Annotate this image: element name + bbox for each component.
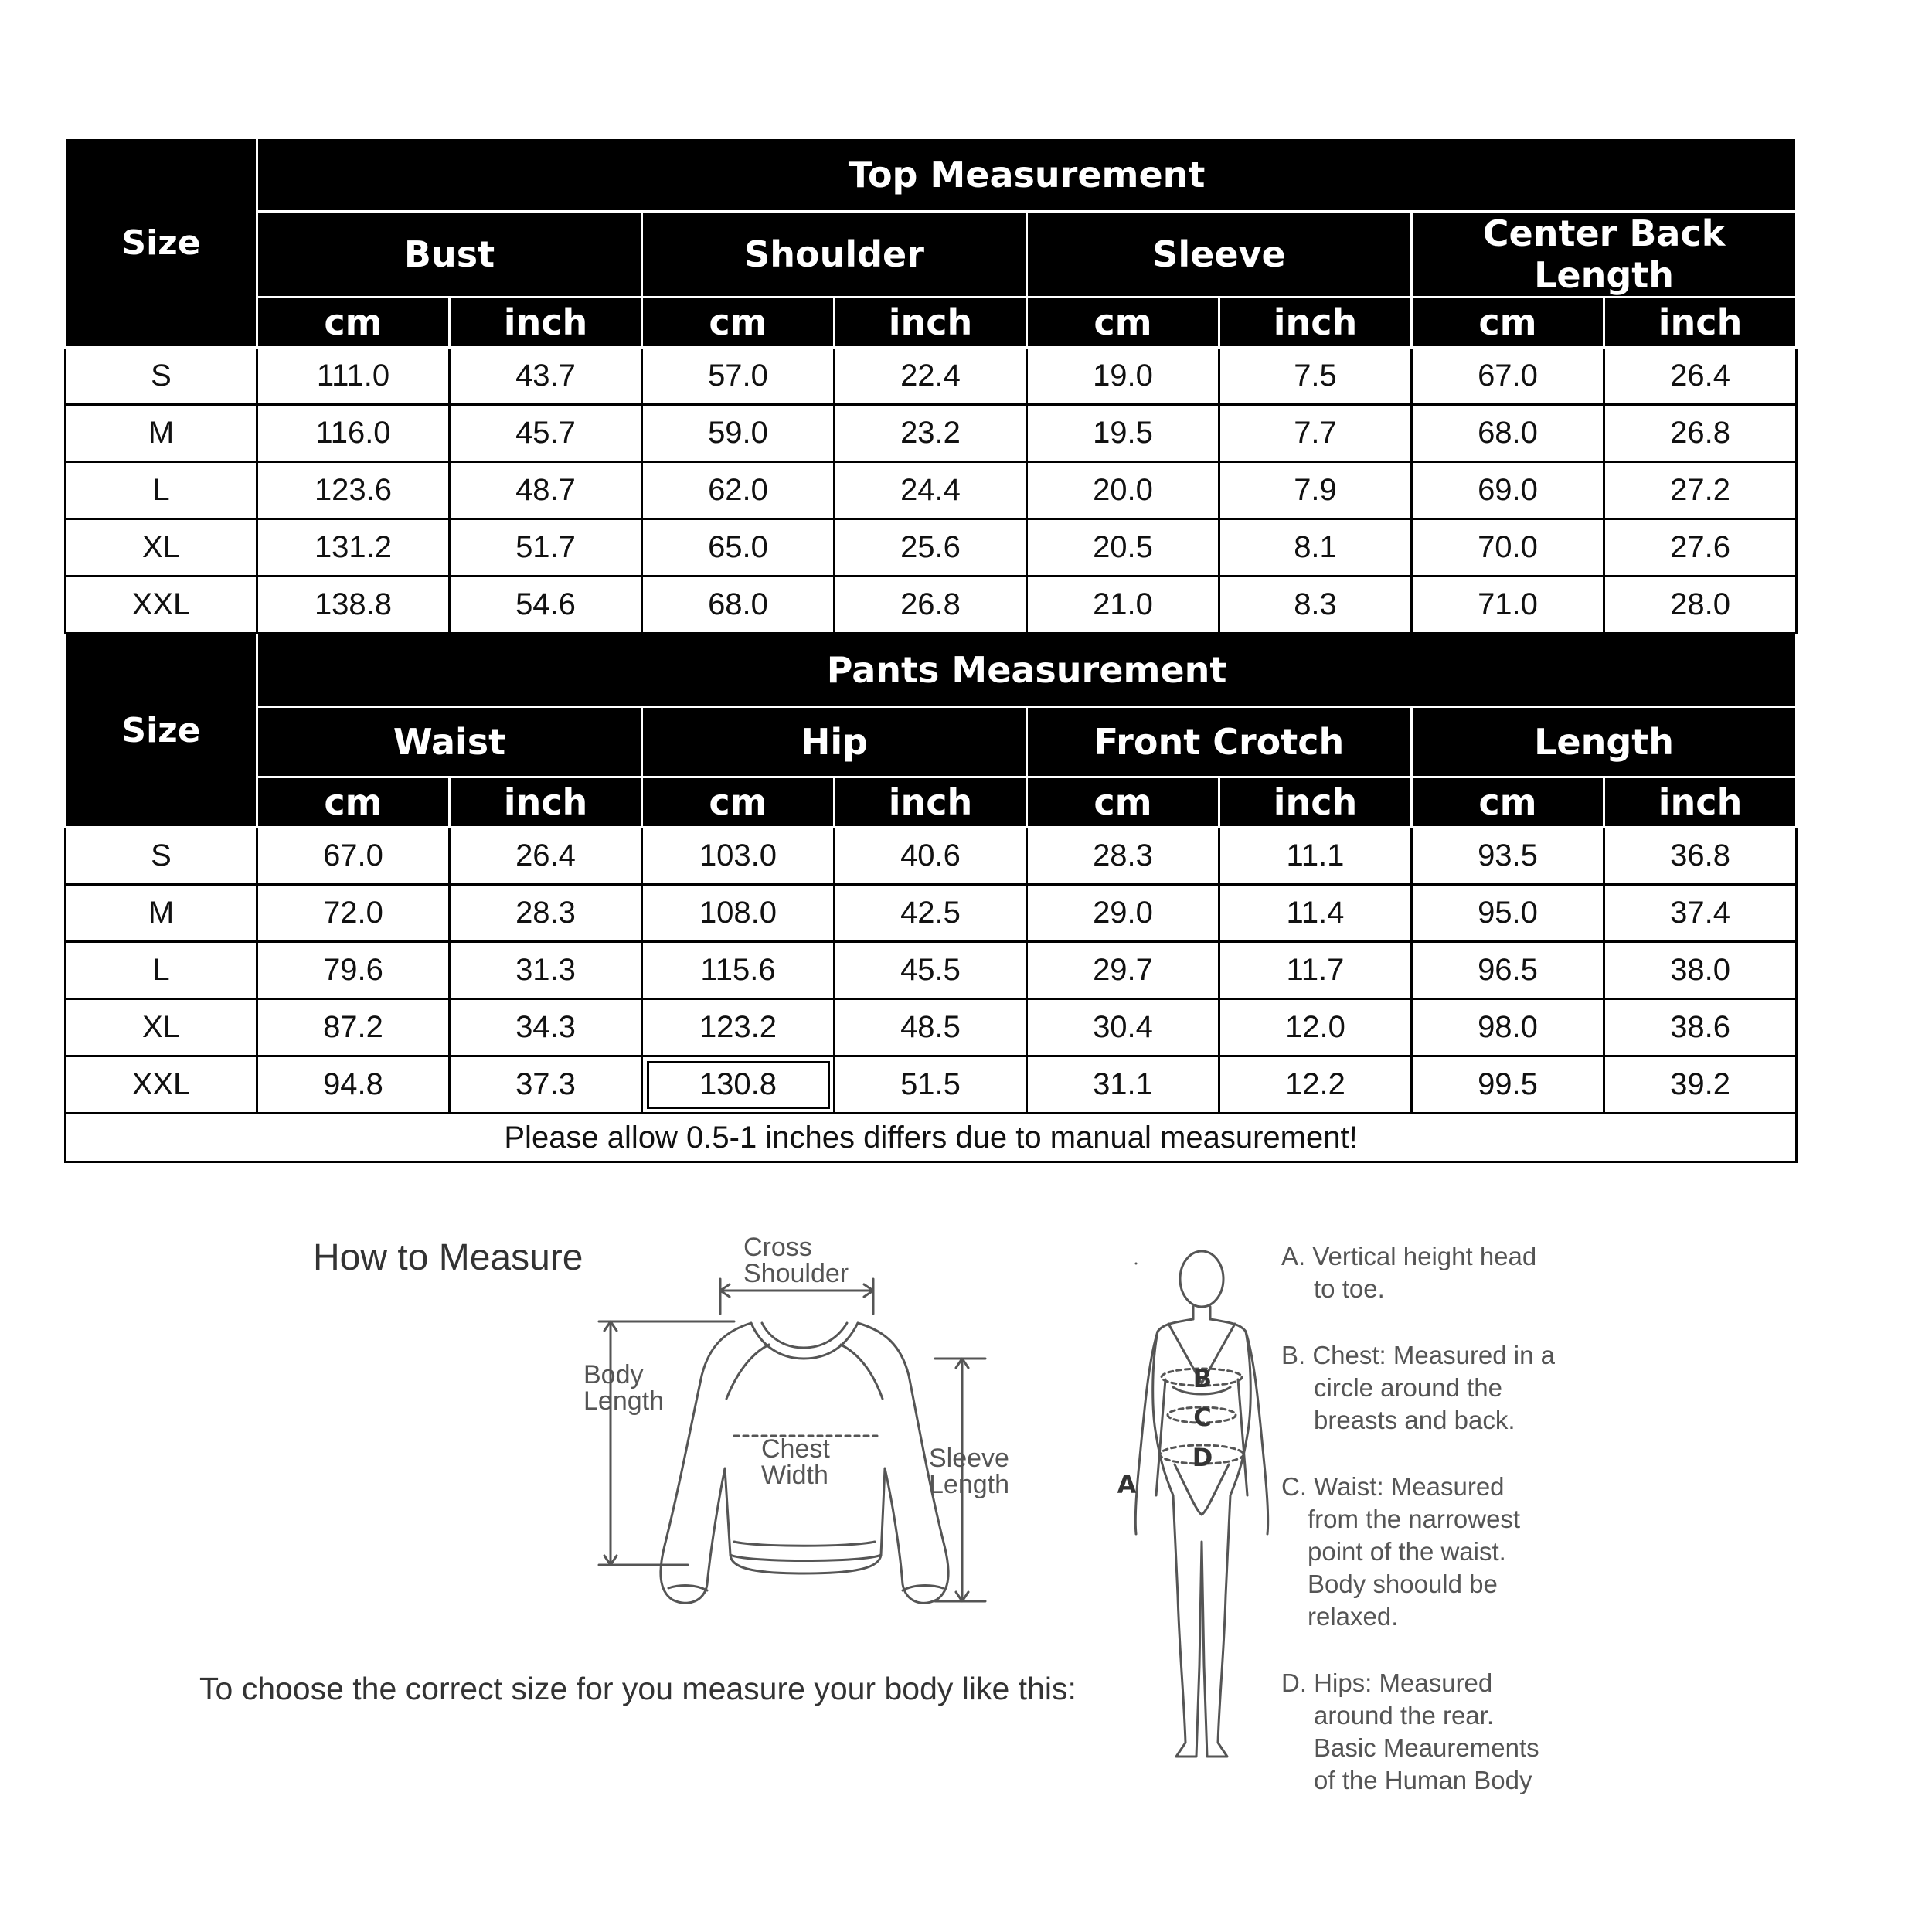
measurement-note: Please allow 0.5-1 inches differs due to manual measurement! <box>66 1114 1797 1162</box>
top-value-cell: 70.0 <box>1412 519 1604 577</box>
pants-value-cell: 12.0 <box>1219 999 1412 1056</box>
pants-group-header: Length <box>1412 707 1797 777</box>
legend-a <box>1281 1240 1536 1305</box>
top-value-cell: 67.0 <box>1412 348 1604 405</box>
legend-b <box>1281 1339 1555 1437</box>
pants-value-cell: 87.2 <box>257 999 450 1056</box>
top-value-cell: 19.0 <box>1027 348 1219 405</box>
legend-b-line2: circle around the <box>1314 1373 1502 1402</box>
pants-value-cell: 11.1 <box>1219 828 1412 885</box>
size-chart <box>64 137 1795 1163</box>
top-value-cell: 62.0 <box>642 462 835 519</box>
top-value-cell: 131.2 <box>257 519 450 577</box>
legend-d-line3: Basic Meaurements <box>1314 1733 1539 1762</box>
top-value-cell: 48.7 <box>450 462 642 519</box>
pants-size-cell: M <box>66 885 257 942</box>
legend-d <box>1281 1667 1539 1797</box>
pants-value-cell: 99.5 <box>1412 1056 1604 1114</box>
legend-b-line3: breasts and back. <box>1314 1406 1515 1434</box>
top-value-cell: 19.5 <box>1027 405 1219 462</box>
pants-value-cell: 12.2 <box>1219 1056 1412 1114</box>
pants-value-cell: 28.3 <box>1027 828 1219 885</box>
top-value-cell: 123.6 <box>257 462 450 519</box>
top-value-cell: 23.2 <box>835 405 1027 462</box>
legend-a-line1: A. Vertical height head <box>1281 1242 1537 1270</box>
top-size-cell: XXL <box>66 577 257 634</box>
top-value-cell: 7.7 <box>1219 405 1412 462</box>
pants-value-cell: 29.0 <box>1027 885 1219 942</box>
pants-size-cell: S <box>66 828 257 885</box>
pants-size-cell: XXL <box>66 1056 257 1114</box>
legend-b-line1: B. Chest: Measured in a <box>1281 1341 1556 1369</box>
pants-group-header: Front Crotch <box>1027 707 1412 777</box>
pants-unit-header: cm <box>257 777 450 828</box>
pants-value-cell: 30.4 <box>1027 999 1219 1056</box>
top-value-cell: 7.5 <box>1219 348 1412 405</box>
legend-c-line3: point of the waist. <box>1308 1537 1506 1566</box>
pants-row <box>66 1056 1797 1114</box>
pants-title-row <box>66 634 1797 707</box>
body-length-label-line1: Body <box>583 1360 644 1389</box>
top-value-cell: 69.0 <box>1412 462 1604 519</box>
legend-d-line2: around the rear. <box>1314 1701 1494 1730</box>
pants-row <box>66 885 1797 942</box>
top-row <box>66 519 1797 577</box>
cross-shoulder-label-line1: Cross <box>743 1233 812 1262</box>
pants-value-cell: 51.5 <box>835 1056 1027 1114</box>
top-value-cell: 8.3 <box>1219 577 1412 634</box>
pants-value-cell: 34.3 <box>450 999 642 1056</box>
marker-b: B <box>1192 1364 1213 1393</box>
how-to-measure-title: How to Measure <box>313 1237 583 1278</box>
chest-width-label <box>761 1436 830 1488</box>
top-unit-header: cm <box>257 298 450 348</box>
pants-unit-header: inch <box>1604 777 1797 828</box>
pants-unit-header: inch <box>1219 777 1412 828</box>
pants-value-cell: 28.3 <box>450 885 642 942</box>
top-size-header: Size <box>66 138 257 348</box>
pants-group-row <box>66 707 1797 777</box>
top-unit-header: cm <box>1027 298 1219 348</box>
pants-group-header: Hip <box>642 707 1027 777</box>
pants-value-cell: 39.2 <box>1604 1056 1797 1114</box>
pants-value-cell: 48.5 <box>835 999 1027 1056</box>
top-value-cell: 22.4 <box>835 348 1027 405</box>
marker-d: D <box>1192 1443 1213 1472</box>
pants-value-cell: 67.0 <box>257 828 450 885</box>
pants-value-cell: 11.7 <box>1219 942 1412 999</box>
top-value-cell: 28.0 <box>1604 577 1797 634</box>
pants-value-cell: 37.4 <box>1604 885 1797 942</box>
pants-value-cell: 130.8 <box>642 1056 835 1114</box>
top-size-cell: S <box>66 348 257 405</box>
pants-value-cell: 96.5 <box>1412 942 1604 999</box>
legend-a-line2: to toe. <box>1314 1274 1385 1303</box>
pants-value-cell: 38.6 <box>1604 999 1797 1056</box>
top-value-cell: 25.6 <box>835 519 1027 577</box>
choose-size-instruction: To choose the correct size for you measure your body like this: <box>199 1671 1077 1706</box>
pants-size-header: Size <box>66 634 257 828</box>
pants-value-cell: 93.5 <box>1412 828 1604 885</box>
pants-value-cell: 72.0 <box>257 885 450 942</box>
legend-c-line5: relaxed. <box>1308 1602 1399 1631</box>
top-value-cell: 27.2 <box>1604 462 1797 519</box>
pants-unit-header: inch <box>835 777 1027 828</box>
pants-value-cell: 123.2 <box>642 999 835 1056</box>
top-group-header: Center Back Length <box>1412 212 1797 298</box>
legend-c-line1: C. Waist: Measured <box>1281 1472 1505 1501</box>
sleeve-length-label-line1: Sleeve <box>929 1444 1009 1473</box>
pants-value-cell: 31.1 <box>1027 1056 1219 1114</box>
body-figure-diagram <box>1113 1233 1298 1774</box>
pants-value-cell: 42.5 <box>835 885 1027 942</box>
top-group-header: Sleeve <box>1027 212 1412 298</box>
top-row <box>66 577 1797 634</box>
pants-value-cell: 103.0 <box>642 828 835 885</box>
top-value-cell: 26.4 <box>1604 348 1797 405</box>
top-unit-header: inch <box>450 298 642 348</box>
chest-width-label-line2: Width <box>761 1461 828 1490</box>
pants-row <box>66 828 1797 885</box>
sleeve-length-label <box>929 1445 1009 1498</box>
top-row <box>66 405 1797 462</box>
top-unit-header: cm <box>642 298 835 348</box>
pants-value-cell: 26.4 <box>450 828 642 885</box>
pants-unit-header: cm <box>642 777 835 828</box>
pants-value-cell: 31.3 <box>450 942 642 999</box>
pants-unit-row <box>66 777 1797 828</box>
top-unit-header: inch <box>1219 298 1412 348</box>
top-size-cell: L <box>66 462 257 519</box>
top-value-cell: 68.0 <box>1412 405 1604 462</box>
top-value-cell: 71.0 <box>1412 577 1604 634</box>
pants-value-cell: 98.0 <box>1412 999 1604 1056</box>
pants-value-cell: 40.6 <box>835 828 1027 885</box>
pants-value-cell: 108.0 <box>642 885 835 942</box>
chest-width-label-line1: Chest <box>761 1434 830 1464</box>
top-group-header: Shoulder <box>642 212 1027 298</box>
top-title-row <box>66 138 1797 212</box>
body-length-label <box>583 1362 664 1414</box>
top-group-header: Bust <box>257 212 642 298</box>
top-size-cell: XL <box>66 519 257 577</box>
pants-value-cell: 29.7 <box>1027 942 1219 999</box>
top-value-cell: 21.0 <box>1027 577 1219 634</box>
pants-row <box>66 999 1797 1056</box>
pants-value-cell: 94.8 <box>257 1056 450 1114</box>
top-value-cell: 45.7 <box>450 405 642 462</box>
pants-group-header: Waist <box>257 707 642 777</box>
top-row <box>66 348 1797 405</box>
pants-value-cell: 115.6 <box>642 942 835 999</box>
pants-size-cell: L <box>66 942 257 999</box>
top-value-cell: 57.0 <box>642 348 835 405</box>
pants-value-cell: 37.3 <box>450 1056 642 1114</box>
top-value-cell: 8.1 <box>1219 519 1412 577</box>
pants-value-cell: 36.8 <box>1604 828 1797 885</box>
pants-value-cell: 95.0 <box>1412 885 1604 942</box>
pants-value-cell: 11.4 <box>1219 885 1412 942</box>
pants-value-cell: 79.6 <box>257 942 450 999</box>
sleeve-length-label-line2: Length <box>929 1470 1009 1499</box>
pants-unit-header: cm <box>1027 777 1219 828</box>
top-unit-header: cm <box>1412 298 1604 348</box>
top-value-cell: 68.0 <box>642 577 835 634</box>
top-value-cell: 27.6 <box>1604 519 1797 577</box>
body-length-label-line2: Length <box>583 1386 664 1416</box>
top-unit-header: inch <box>835 298 1027 348</box>
top-value-cell: 111.0 <box>257 348 450 405</box>
top-value-cell: 20.0 <box>1027 462 1219 519</box>
top-title: Top Measurement <box>257 138 1797 212</box>
marker-c: C <box>1193 1403 1212 1432</box>
marker-a: A <box>1117 1470 1137 1499</box>
pants-value-cell: 38.0 <box>1604 942 1797 999</box>
pants-unit-header: cm <box>1412 777 1604 828</box>
top-row <box>66 462 1797 519</box>
top-value-cell: 54.6 <box>450 577 642 634</box>
pants-size-cell: XL <box>66 999 257 1056</box>
pants-row <box>66 942 1797 999</box>
top-value-cell: 26.8 <box>1604 405 1797 462</box>
top-unit-row <box>66 298 1797 348</box>
top-value-cell: 116.0 <box>257 405 450 462</box>
legend-d-line1: D. Hips: Measured <box>1281 1668 1493 1697</box>
top-size-cell: M <box>66 405 257 462</box>
top-value-cell: 65.0 <box>642 519 835 577</box>
legend-c <box>1281 1471 1520 1633</box>
top-value-cell: 59.0 <box>642 405 835 462</box>
legend-d-line4: of the Human Body <box>1314 1766 1532 1794</box>
legend-c-line4: Body shoould be <box>1308 1570 1498 1598</box>
top-unit-header: inch <box>1604 298 1797 348</box>
size-table <box>64 137 1798 1163</box>
cross-shoulder-label <box>743 1234 849 1287</box>
cross-shoulder-label-line2: Shoulder <box>743 1259 849 1288</box>
top-value-cell: 51.7 <box>450 519 642 577</box>
top-value-cell: 20.5 <box>1027 519 1219 577</box>
top-value-cell: 138.8 <box>257 577 450 634</box>
top-value-cell: 24.4 <box>835 462 1027 519</box>
legend-c-line2: from the narrowest <box>1308 1505 1521 1533</box>
top-group-row <box>66 212 1797 298</box>
top-value-cell: 26.8 <box>835 577 1027 634</box>
pants-unit-header: inch <box>450 777 642 828</box>
pants-title: Pants Measurement <box>257 634 1797 707</box>
top-value-cell: 43.7 <box>450 348 642 405</box>
top-value-cell: 7.9 <box>1219 462 1412 519</box>
pants-value-cell: 45.5 <box>835 942 1027 999</box>
